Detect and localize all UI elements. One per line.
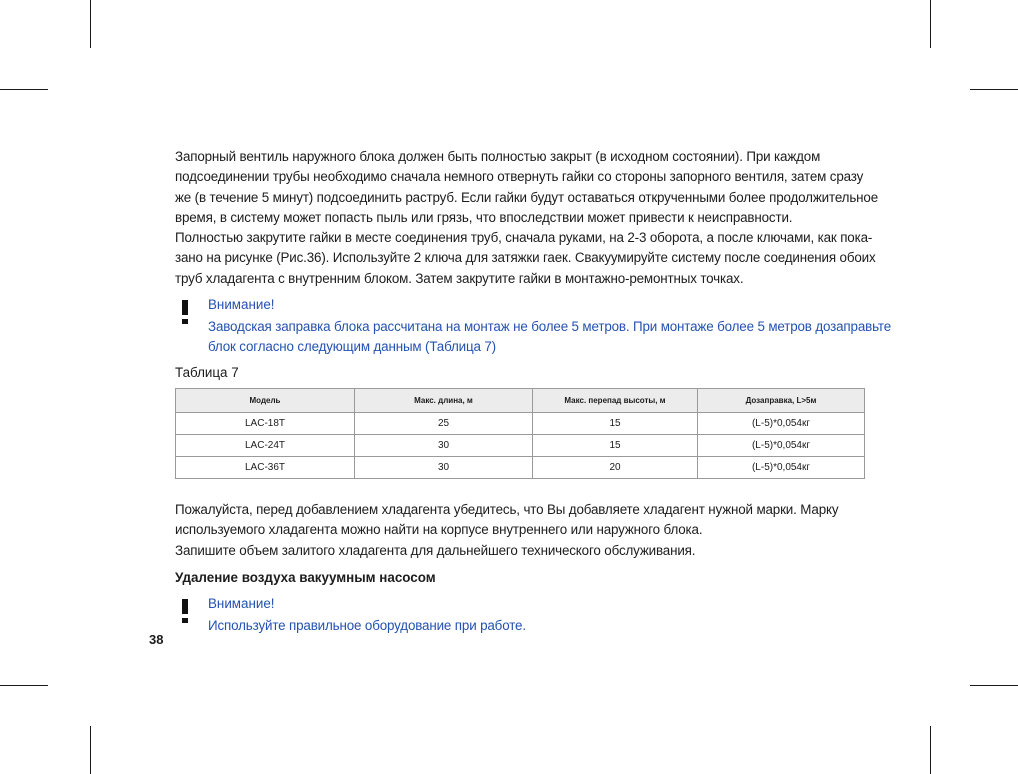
crop-mark-bottom-left xyxy=(90,726,91,774)
crop-mark-left-upper xyxy=(0,89,48,90)
warning-text xyxy=(208,317,891,358)
cell-model: LAC-24T xyxy=(176,435,355,457)
notes-line: Запишите объем залитого хладагента для дальнейшего технического обслуживания. xyxy=(175,542,696,558)
cell-max-height: 20 xyxy=(533,457,698,479)
notes-line: используемого хладагента можно найти на корпусе внутреннего или наружного блока. xyxy=(175,522,703,538)
table-row xyxy=(176,413,865,435)
cell-extra-charge: (L-5)*0,054кг xyxy=(698,457,865,479)
cell-max-length: 30 xyxy=(355,457,533,479)
cell-extra-charge: (L-5)*0,054кг xyxy=(698,413,865,435)
refrigerant-charge-table xyxy=(175,388,865,479)
notes-line: Пожалуйста, перед добавлением хладагента убедитесь, что Вы добавляете хладагент нужной марки. Марку xyxy=(175,502,839,517)
crop-mark-right-upper xyxy=(970,89,1018,90)
column-header-model: Модель xyxy=(176,389,355,413)
notes-paragraph xyxy=(175,500,875,561)
page-number: 38 xyxy=(149,632,164,647)
table-row xyxy=(176,435,865,457)
intro-line: труб хладагента с внутренним блоком. Затем закрутите гайки в монтажно-ремонтных точках. xyxy=(175,270,744,286)
section-heading: Удаление воздуха вакуумным насосом xyxy=(175,570,436,585)
crop-mark-top-left xyxy=(90,0,91,48)
column-header-extra-charge: Дозаправка, L>5м xyxy=(698,389,865,413)
intro-line: время, в систему может попасть пыль или грязь, что впоследствии может привести к неисправности. xyxy=(175,209,793,225)
intro-line: подсоединении трубы необходимо сначала немного отвернуть гайки со стороны запорного вентиля, затем сразу xyxy=(175,169,864,185)
intro-line: Полностью закрутите гайки в месте соединения труб, сначала руками, на 2-3 оборота, а после ключами, как пока- xyxy=(175,230,873,246)
warning-title: Внимание! xyxy=(208,596,275,611)
intro-line: зано на рисунке (Рис.36). Используйте 2 ключа для затяжки гаек. Свакуумируйте систему после соединения обоих xyxy=(175,250,876,266)
crop-mark-bottom-right xyxy=(930,726,931,774)
warning-text xyxy=(208,616,526,636)
cell-max-height: 15 xyxy=(533,413,698,435)
intro-line: Запорный вентиль наружного блока должен быть полностью закрыт (в исходном состоянии). При каждом xyxy=(175,149,821,164)
warning-line: Заводская заправка блока рассчитана на монтаж не более 5 метров. При монтаже более 5 метров дозаправьте xyxy=(208,319,891,334)
crop-mark-right-lower xyxy=(970,685,1018,686)
cell-model: LAC-36T xyxy=(176,457,355,479)
cell-max-length: 25 xyxy=(355,413,533,435)
cell-extra-charge: (L-5)*0,054кг xyxy=(698,435,865,457)
cell-max-length: 30 xyxy=(355,435,533,457)
table-row xyxy=(176,457,865,479)
cell-model: LAC-18T xyxy=(176,413,355,435)
column-header-max-height: Макс. перепад высоты, м xyxy=(533,389,698,413)
warning-line: Используйте правильное оборудование при работе. xyxy=(208,618,526,633)
cell-max-height: 15 xyxy=(533,435,698,457)
table-header-row xyxy=(176,389,865,413)
crop-mark-left-lower xyxy=(0,685,48,686)
column-header-max-length: Макс. длина, м xyxy=(355,389,533,413)
crop-mark-top-right xyxy=(930,0,931,48)
table-caption: Таблица 7 xyxy=(175,365,239,380)
warning-line: блок согласно следующим данным (Таблица 7) xyxy=(208,339,496,355)
warning-title: Внимание! xyxy=(208,297,275,312)
intro-line: же (в течение 5 минут) подсоединить раструб. Если гайки будут оставаться открученными более продолжительное xyxy=(175,189,878,205)
intro-paragraph xyxy=(175,147,878,289)
